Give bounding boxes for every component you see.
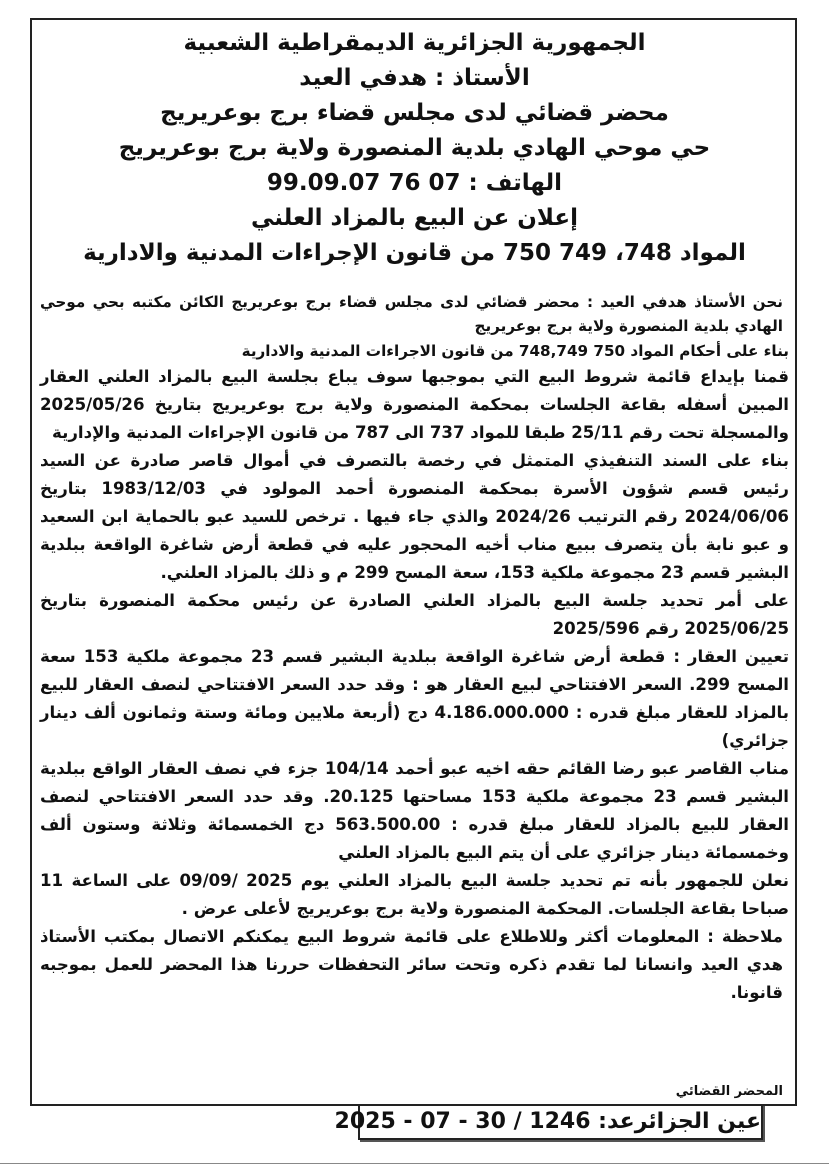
signature-label: المحضر القضائي [675, 1084, 783, 1099]
paragraph-session-order: على أمر تحديد جلسة البيع بالمزاد العلني الصادرة عن رئيس محكمة المنصورة بتاريخ 2025/06/25 رقم 2025/596 [40, 591, 789, 639]
bailiff-name: الأستاذ : هدفي العيد [299, 65, 530, 91]
page-divider [0, 1163, 829, 1164]
paragraph-announcement: نعلن للجمهور بأنه تم تحديد جلسة البيع بالمزاد العلني يوم 2025 /09/09 على الساعة 11 صباحا بقاعة الجلسات. المحكمة المنصورة ولاية برج بوعريريج لأعلى عرض . [40, 871, 789, 919]
paragraph-intro: نحن الأستاذ هدفي العيد : محضر قضائي لدى مجلس قضاء برج بوعريريج الكائن مكتبه بحي موحي الهادي بلدية المنصورة ولاية برج بوعريريج [40, 293, 783, 336]
country-title: الجمهورية الجزائرية الديمقراطية الشعبية [183, 30, 646, 56]
office-phone: الهاتف : 07 76 99.09.07 [266, 170, 563, 196]
bailiff-title: محضر قضائي لدى مجلس قضاء برج بوعريريج [160, 100, 669, 126]
publication-reference: عين الجزائرعد: 1246 / 30 - 07 - 2025 [358, 1104, 763, 1140]
notice-body [40, 290, 789, 1007]
legal-articles: المواد 748، 749 750 من قانون الإجراءات المدنية والادارية [83, 240, 746, 266]
paragraph-minor-share: مناب القاصر عبو رضا القائم حقه اخيه عبو أحمد 104/14 جزء في نصف العقار الواقع ببلدية البشير قسم 23 مجموعة ملكية 153 مساحتها 20.125. وقد حدد السعر الافتتاحي لنصف العقار للبيع بالمزاد للعقار مبلغ قدره : 563.500.00 دج الخمسمائة وثلاثة وستون ألف وخمسمائة دينار جزائري على أن يتم البيع بالمزاد العلني [40, 759, 789, 863]
office-address: حي موحي الهادي بلدية المنصورة ولاية برج بوعريريج [118, 135, 711, 161]
paragraph-deposit: قمنا بإيداع قائمة شروط البيع التي بموجبها سوف يباع بجلسة البيع بالمزاد العلني العقار المبين أسفله بقاعة الجلسات بمحكمة المنصورة ولاية برج بوعريريج بتاريخ 2025/05/26 والمسجلة تحت رقم 25/11 طبقا للمواد 737 الى 787 من قانون الإجراءات المدنية والإدارية [40, 367, 789, 443]
paragraph-note: ملاحظة : المعلومات أكثر وللاطلاع على قائمة شروط البيع يمكنكم الاتصال بمكتب الأستاذ هدي العيد وانسانا لما تقدم ذكره وتحت سائر التحفظات حررنا هذا المحضر للعمل بموجبه قانونا. [40, 927, 783, 1003]
paragraph-property: تعيين العقار : قطعة أرض شاغرة الواقعة ببلدية البشير قسم 23 مجموعة ملكية 153 سعة المسح 299. السعر الافتتاحي لبيع العقار هو : وقد حدد السعر الافتتاحي لنصف العقار للبيع بالمزاد للعقار مبلغ قدره : 4.186.000.000 دج (أربعة ملايين ومائة وستة وثمانون ألف دينار جزائري) [40, 647, 789, 751]
paragraph-legal-basis: بناء على أحكام المواد 750 748,749 من قانون الاجراءات المدنية والادارية [241, 341, 789, 360]
notice-header [40, 26, 789, 271]
notice-title: إعلان عن البيع بالمزاد العلني [250, 205, 578, 231]
paragraph-executive-title: بناء على السند التنفيذي المتمثل في رخصة بالتصرف في أموال قاصر صادرة عن السيد رئيس قسم شؤون الأسرة بمحكمة المنصورة أحمد المولود في 1983/12/03 بتاريخ 2024/06/06 رقم الترتيب 2024/26 والذي جاء فيها . ترخص للسيد عبو بالحماية ابن السعيد و عبو نابة بأن يتصرف ببيع مناب أخيه المحجور عليه في قطعة أرض شاغرة الواقعة ببلدية البشير قسم 23 مجموعة ملكية 153، سعة المسح 299 م و ذلك بالمزاد العلني. [40, 451, 789, 583]
